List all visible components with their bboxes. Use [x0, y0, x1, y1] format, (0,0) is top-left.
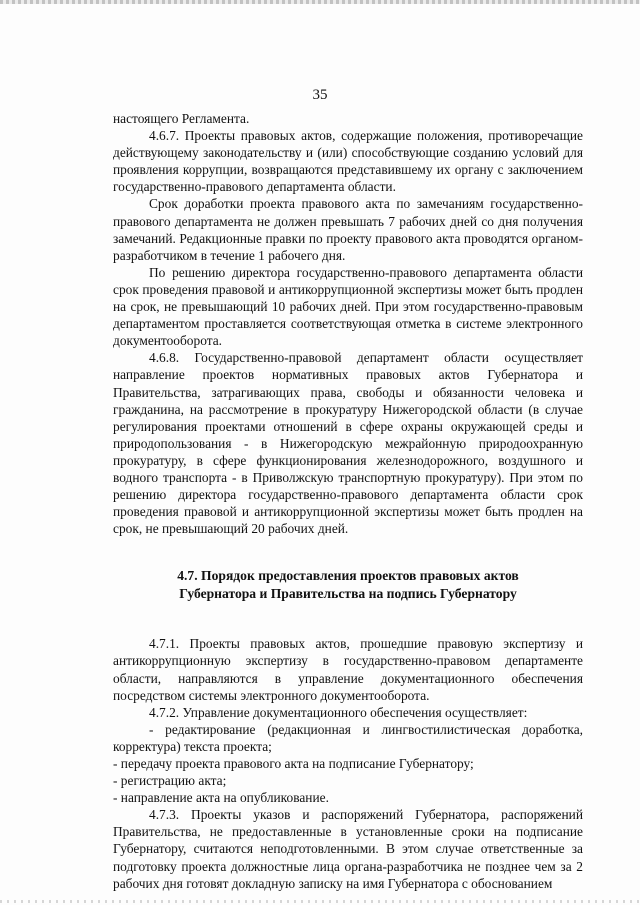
list-item-transfer: - передачу проекта правового акта на подписание Губернатору; [113, 756, 474, 771]
page-number: 35 [312, 87, 328, 103]
paragraph-4-6-8: 4.6.8. Государственно-правовой департамент области осуществляет направление проектов нормативных правовых актов Губернатора и Правительства, затрагивающих права, свободы и обязанности человека и гражданина, на рассмотрение в прокуратуру Нижегородской области (в случае регулирования проектами отношений в сфере охраны окружающей среды и природопользования - в Нижегородскую межрайонную природоохранную прокуратуру, в сфере функционирования железнодорожного, воздушного и водного транспорта - в Приволжскую транспортную прокуратуру). При этом по решению директора государственно-правового департамента области срок проведения правовой и антикоррупционной экспертизы может быть продлен на срок, не превышающий 20 рабочих дней. [113, 350, 583, 537]
paragraph-4-7-2: 4.7.2. Управление документационного обеспечения осуществляет: [149, 704, 528, 720]
list-item-publication: - направление акта на опубликование. [113, 790, 329, 806]
paragraph-4-6-7: 4.6.7. Проекты правовых актов, содержащие положения, противоречащие действующему законодательству и (или) способствующие созданию условий для проявления коррупции, возвращаются представившему их органу с заключением государственно-правового департамента области. [113, 128, 583, 195]
scan-edge-top [0, 0, 640, 4]
list-item-registration: - регистрацию акта; [113, 773, 227, 789]
paragraph-4-7-1: 4.7.1. Проекты правовых актов, прошедшие правовую экспертизу и антикоррупционную экспертизу в государственно-правовом департаменте области, направляются в управление документационного обеспечения посредством системы электронного документооборота. [113, 636, 583, 703]
scan-edge-bottom [0, 900, 640, 903]
paragraph-4-7-3: 4.7.3. Проекты указов и распоряжений Губернатора, распоряжений Правительства, не предоставленные в установленные сроки на подписание Губернатору, считаются неподготовленными. В этом случае ответственные за подготовку проекта должностные лица органа-разработчика не позднее чем за 2 рабочих дня готовят докладную записку на имя Губернатора с обоснованием [113, 807, 583, 891]
list-item-editing: - редактирование (редакционная и лингвостилистическая доработка, корректура) текста проекта; [113, 721, 583, 754]
paragraph-extension: По решению директора государственно-правового департамента области срок проведения правовой и антикоррупционной экспертизы может быть продлен на срок, не превышающий 10 рабочих дней. При этом государственно-правовым департаментом проставляется соответствующая отметка в системе электронного документооборота. [113, 264, 583, 349]
paragraph-continuation: настоящего Регламента. [113, 111, 250, 126]
section-heading-4-7 [113, 567, 583, 602]
section-heading-line-1: 4.7. Порядок предоставления проектов правовых актов [177, 568, 519, 584]
section-heading-line-2: Губернатора и Правительства на подпись Губернатору [179, 585, 517, 601]
document-body [113, 110, 583, 892]
paragraph-revision-deadline: Срок доработки проекта правового акта по замечаниям государственно-правового департамента не должен превышать 7 рабочих дней со дня получения замечаний. Редакционные правки по проекту правового акта проводятся органом-разработчиком в течение 1 рабочего дня. [113, 196, 583, 263]
